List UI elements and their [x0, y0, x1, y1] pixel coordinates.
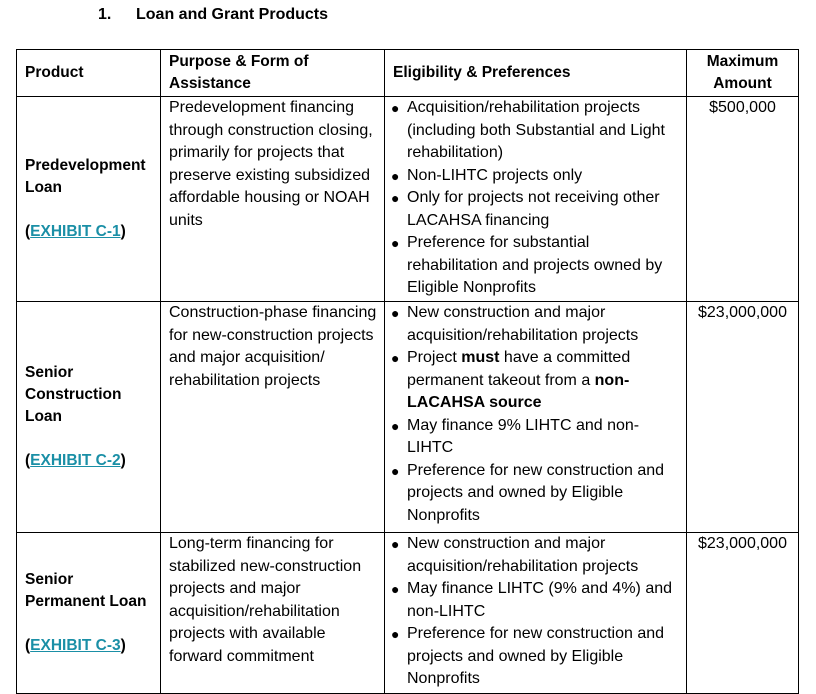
product-cell: [17, 302, 161, 533]
exhibit-link-c1[interactable]: EXHIBIT C-1: [30, 223, 121, 240]
eligibility-list: [385, 97, 686, 300]
exhibit-ref: (EXHIBIT C-1): [25, 223, 126, 240]
product-name: Senior Construction Loan: [25, 364, 122, 425]
bullet-icon: ●: [391, 462, 400, 479]
list-item: ● Non-LIHTC projects only: [391, 165, 682, 188]
section-title: Loan and Grant Products: [136, 6, 329, 23]
maximum-amount: $500,000: [687, 97, 799, 302]
bullet-icon: ●: [391, 167, 400, 184]
list-item: ● May finance LIHTC (9% and 4%) and non-LIHTC: [391, 580, 673, 620]
list-item: ● Acquisition/rehabilitation projects (including both Substantial and Light rehabilitation): [391, 99, 665, 161]
maximum-amount: $23,000,000: [687, 302, 799, 533]
purpose-cell: Construction-phase financing for new-construction projects and major acquisition/ rehabilitation projects: [161, 302, 385, 533]
bullet-icon: ●: [391, 305, 400, 321]
eligibility-list: [385, 302, 686, 527]
table-row: [17, 97, 799, 302]
eligibility-list: [385, 533, 686, 691]
section-heading: [98, 6, 328, 24]
product-name: Predevelopment Loan: [25, 157, 146, 196]
purpose-cell: Long-term financing for stabilized new-construction projects and major acquisition/rehabilitation projects with available forward commitment: [161, 533, 385, 694]
exhibit-ref: (EXHIBIT C-3): [25, 637, 126, 654]
list-item: ● New construction and major acquisition/rehabilitation projects: [391, 535, 639, 575]
exhibit-link-c2[interactable]: EXHIBIT C-2: [30, 452, 121, 469]
bullet-icon: ●: [391, 417, 400, 434]
header-purpose: Purpose & Form of Assistance: [161, 50, 385, 97]
header-eligibility: Eligibility & Preferences: [385, 50, 687, 97]
table-row: [17, 533, 799, 694]
product-cell: [17, 97, 161, 302]
bullet-icon: ●: [391, 536, 400, 552]
list-item: ● Preference for substantial rehabilitation and projects owned by Eligible Nonprofits: [391, 234, 663, 296]
exhibit-ref: (EXHIBIT C-2): [25, 452, 126, 469]
table-header-row: [17, 50, 799, 97]
list-item: ● Only for projects not receiving other LACAHSA financing: [391, 189, 660, 229]
eligibility-cell: [385, 97, 687, 302]
list-item: ● May finance 9% LIHTC and non-LIHTC: [391, 416, 640, 456]
list-item: ● Preference for new construction and projects and owned by Eligible Nonprofits: [391, 461, 665, 524]
bullet-icon: ●: [391, 235, 400, 251]
loan-products-table: [16, 49, 799, 694]
eligibility-cell: [385, 302, 687, 533]
exhibit-link-c3[interactable]: EXHIBIT C-3: [30, 637, 121, 654]
bullet-icon: ●: [391, 190, 400, 206]
eligibility-cell: [385, 533, 687, 694]
section-number: 1.: [98, 6, 112, 23]
list-item: ● New construction and major acquisition/rehabilitation projects: [391, 304, 639, 344]
bullet-icon: ●: [391, 626, 400, 642]
bullet-icon: ●: [391, 100, 400, 116]
maximum-amount: $23,000,000: [687, 533, 799, 694]
product-cell: [17, 533, 161, 694]
purpose-cell: Predevelopment financing through construction closing, primarily for projects that preserve existing subsidized affordable housing or NOAH units: [161, 97, 385, 302]
table-row: [17, 302, 799, 533]
product-name: Senior Permanent Loan: [25, 571, 147, 610]
list-item: ● Project must have a committed permanent takeout from a non-LACAHSA source: [391, 349, 631, 411]
bullet-icon: ●: [391, 350, 400, 366]
list-item: ● Preference for new construction and projects and owned by Eligible Nonprofits: [391, 625, 665, 687]
header-product: Product: [17, 50, 161, 97]
header-maximum: Maximum Amount: [687, 50, 799, 97]
bullet-icon: ●: [391, 581, 400, 597]
